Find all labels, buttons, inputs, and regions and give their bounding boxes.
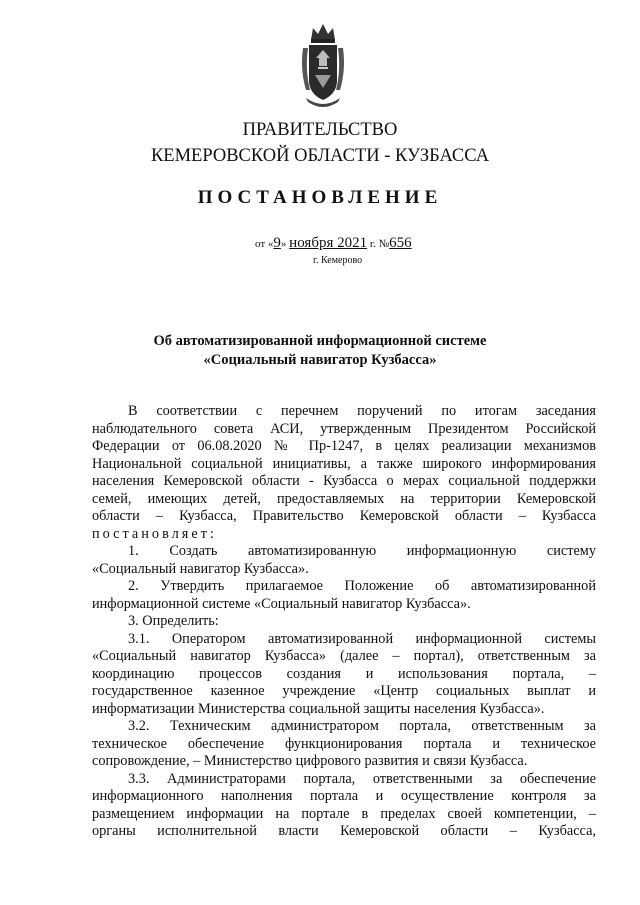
body-line: В соответствии с перечнем поручений по итогам заседания [128, 403, 596, 419]
document-number: 656 [389, 235, 412, 251]
body-line: информатизации Министерства социальной защиты населения Кузбасса». [92, 700, 545, 717]
body-line: области – Кузбасса, Правительство Кемеровской области – Кузбасса [92, 508, 596, 524]
body-line: техническое обеспечение функционирования портала и техническое [92, 735, 596, 752]
government-title-line2: КЕМЕРОВСКОЙ ОБЛАСТИ - КУЗБАССА [150, 146, 490, 166]
body-line: 3.2. Техническим администратором портала, ответственным за [128, 718, 596, 734]
body-line: информационного наполнения портала и осуществление контроля за [92, 788, 596, 804]
body-line: 3. Определить: [128, 613, 219, 629]
body-line: 1. Создать автоматизированную информационную систему [128, 543, 596, 559]
date-prefix: от « [255, 238, 274, 250]
body-line: государственное казенное учреждение «Центр социальных выплат и [92, 683, 596, 699]
body-line: координацию процессов создания и использования портала, – [92, 665, 596, 682]
body-line: размещением информации на портале в пределах своей компетенции, – [92, 805, 596, 822]
body-line: семей, имеющих детей, предоставляемых на территории Кемеровской [92, 490, 596, 507]
date-number-line [255, 235, 412, 252]
body-line: сопровождение, – Министерство цифрового развития и связи Кузбасса. [92, 753, 528, 769]
body-line: постановляет: [92, 525, 217, 542]
coat-of-arms-emblem [298, 20, 348, 110]
date-day: 9 [273, 235, 281, 251]
number-prefix: № [378, 238, 390, 250]
body-line: населения Кемеровской области - Кузбасса о мерах социальной поддержки [92, 473, 596, 489]
document-type-title: ПОСТАНОВЛЕНИЕ [197, 187, 443, 208]
body-line: 3.1. Оператором автоматизированной информационной системы [128, 630, 596, 647]
body-line: 3.3. Администраторами портала, ответственными за обеспечение [128, 770, 596, 787]
body-line: информационной системе «Социальный навигатор Кузбасса». [92, 595, 471, 612]
body-line: 2. Утвердить прилагаемое Положение об автоматизированной [128, 578, 596, 594]
date-month-year: ноября 2021 [289, 235, 368, 251]
subject-line1: Об автоматизированной информационной системе [153, 333, 487, 349]
document-body [92, 403, 596, 841]
body-line: наблюдательного совета АСИ, утвержденным Президентом Российской [92, 420, 596, 437]
subject-line2: «Социальный навигатор Кузбасса» [203, 352, 437, 368]
body-line: Национальной социальной инициативы, а также широкого информирования [92, 455, 596, 472]
government-title-line1: ПРАВИТЕЛЬСТВО [242, 120, 398, 140]
document-subject [0, 332, 640, 370]
body-line: «Социальный навигатор Кузбасса». [92, 560, 309, 577]
body-line: «Социальный навигатор Кузбасса» (далее – портал), ответственным за [92, 648, 596, 664]
date-mid: » [280, 238, 287, 250]
year-suffix: г. [369, 238, 376, 250]
body-line: Федерации от 06.08.2020 № Пр-1247, в целях реализации механизмов [92, 438, 596, 454]
city-label: г. Кемерово [313, 255, 363, 266]
body-line: органы исполнительной власти Кемеровской области – Кузбасса, [92, 823, 596, 839]
